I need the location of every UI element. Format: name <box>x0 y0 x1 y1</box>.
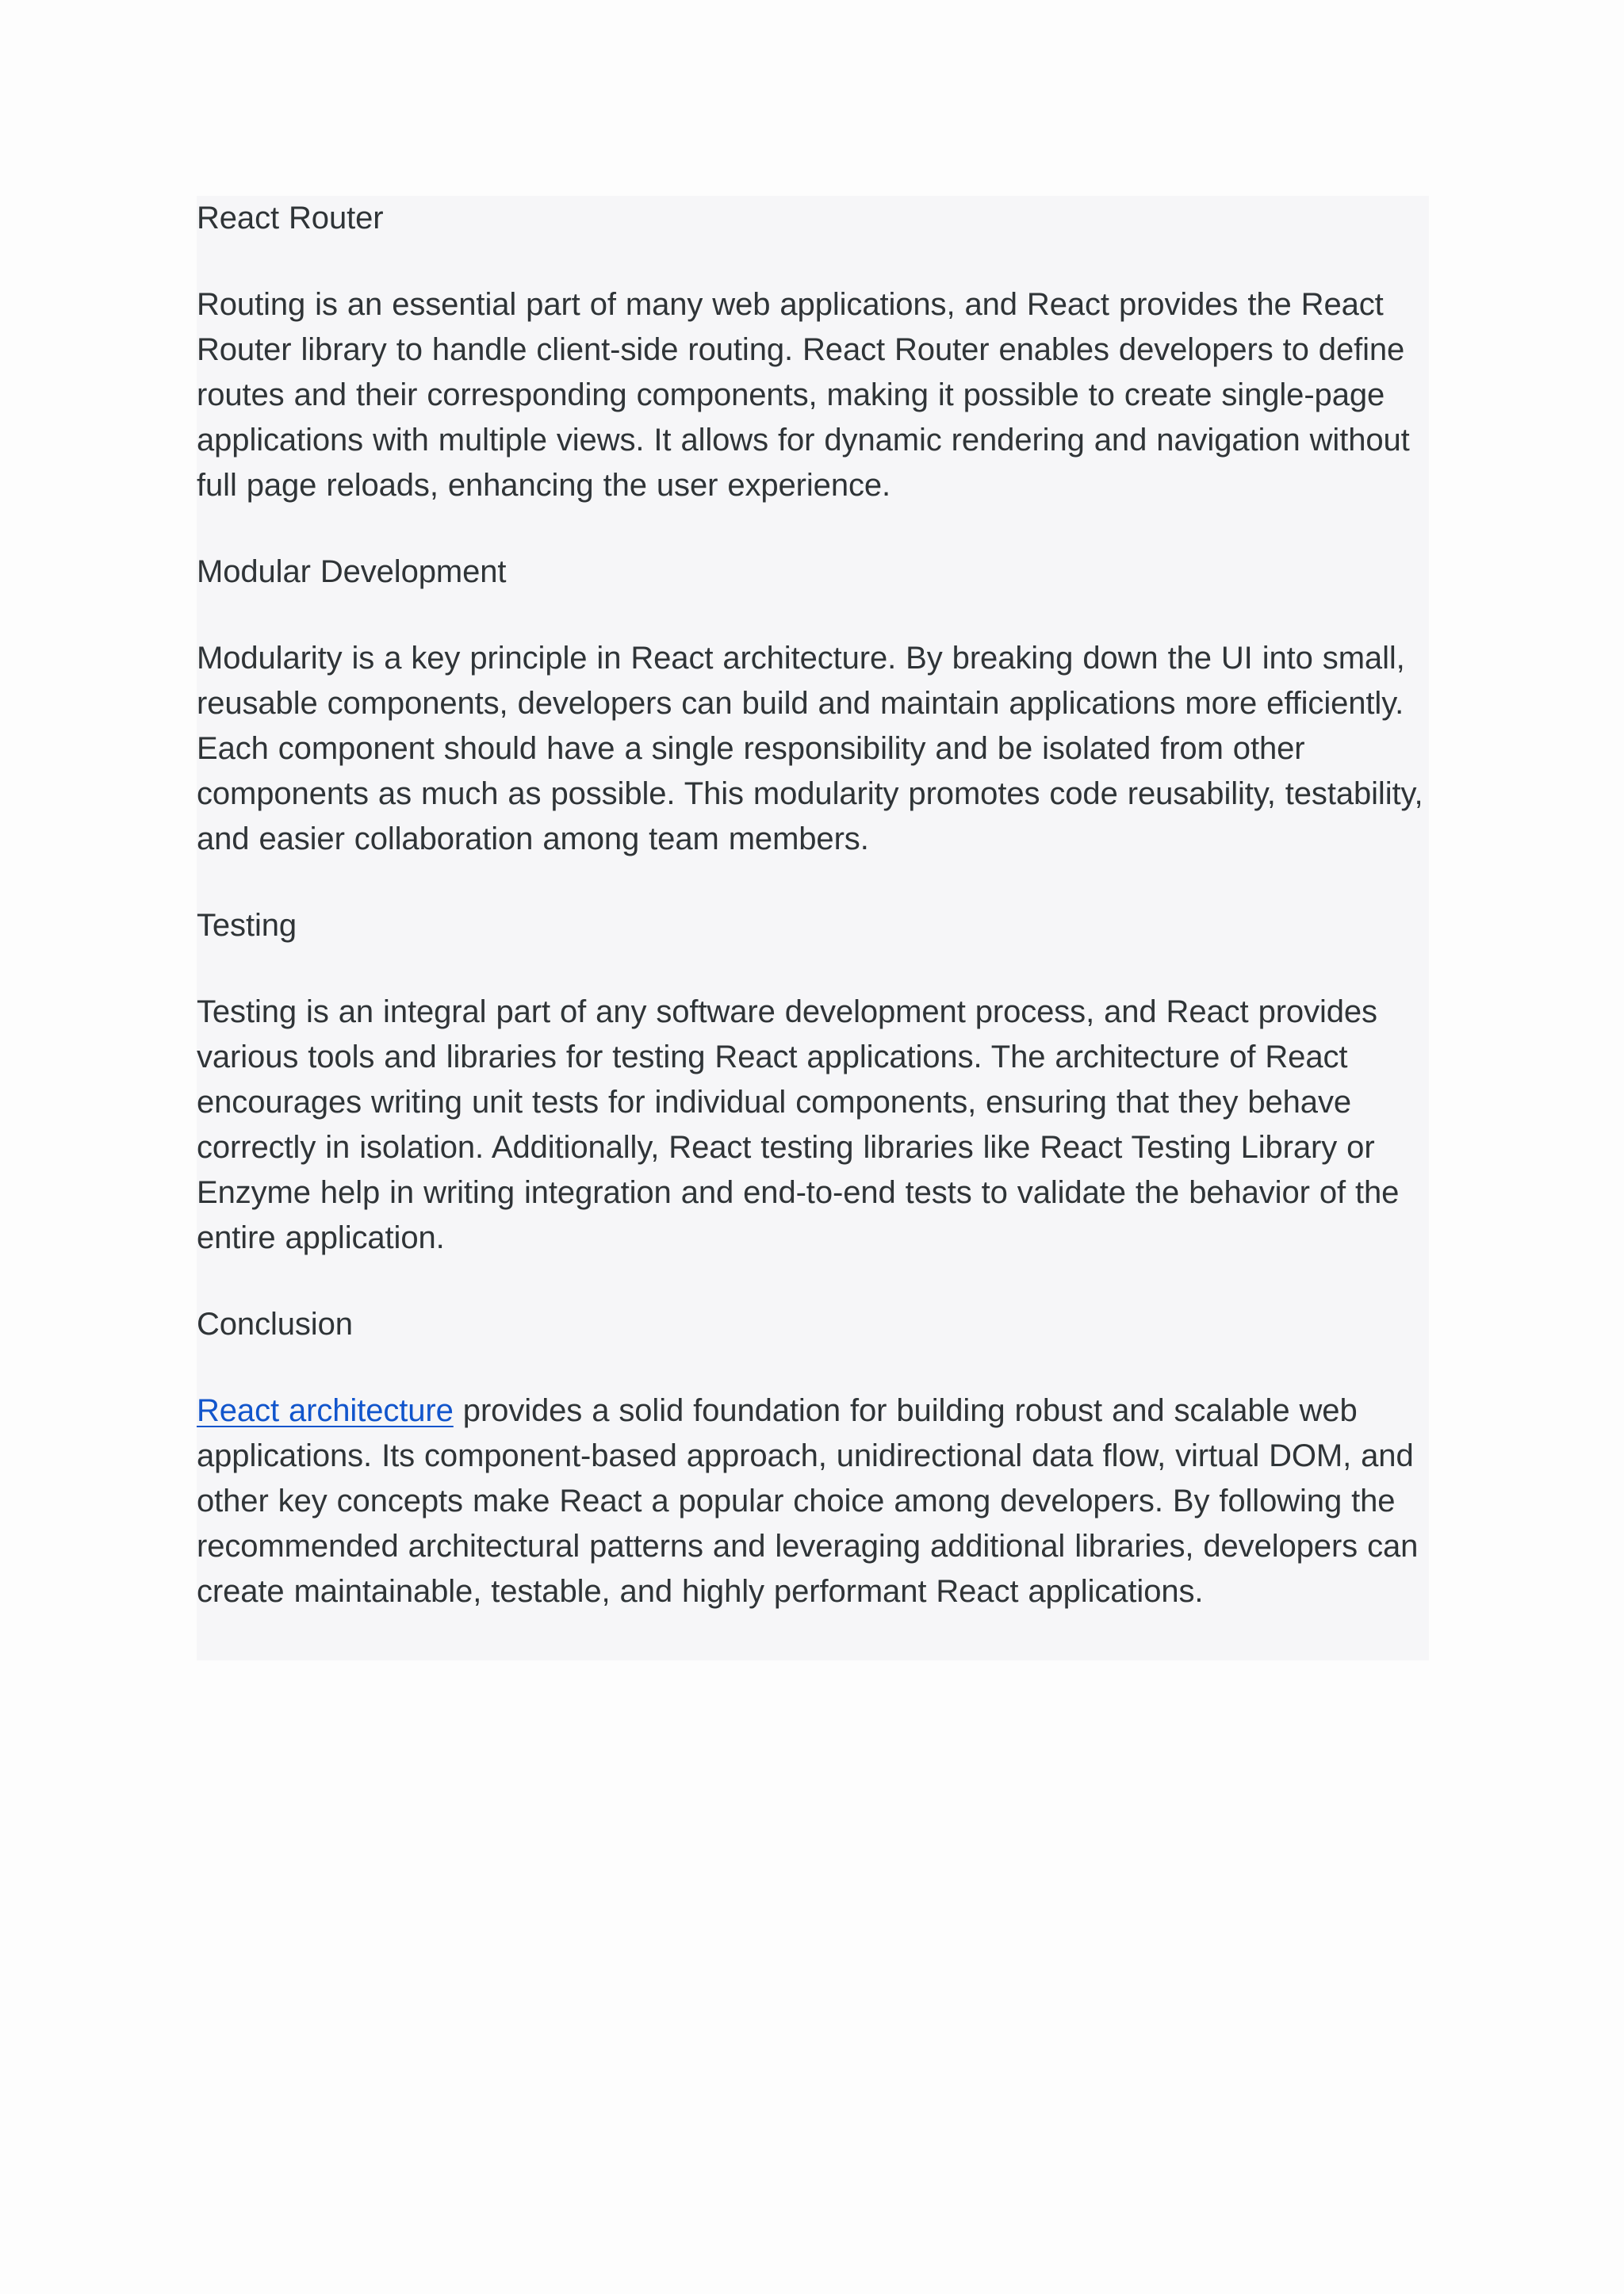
section-heading-testing: Testing <box>197 908 297 943</box>
section-body-react-router: Routing is an essential part of many web applications, and React provides the React Router library to handle client-side routing. React Router enables developers to define routes and their corresponding components, making it possible to create single-page applications with multiple views. It allows for dynamic rendering and navigation without full page reloads, enhancing the user experience. <box>197 287 1410 503</box>
section-heading-conclusion: Conclusion <box>197 1307 353 1342</box>
section-body-testing: Testing is an integral part of any software development process, and React provides various tools and libraries for testing React applications. The architecture of React encourages writing unit tests for individual components, ensuring that they behave correctly in isolation. Additionally, React testing libraries like React Testing Library or Enzyme help in writing integration and end-to-end tests to validate the behavior of the entire application. <box>197 994 1400 1255</box>
conclusion-body-text: provides a solid foundation for building robust and scalable web applications. Its component-based approach, unidirectional data flow, virtual DOM, and other key concepts make React a popular choice among developers. By following the recommended architectural patterns and leveraging additional libraries, developers can create maintainable, testable, and highly performant React applications. <box>197 1393 1419 1609</box>
react-architecture-link[interactable]: React architecture <box>197 1393 454 1428</box>
content-panel <box>197 196 1429 1660</box>
section-body-modular-development: Modularity is a key principle in React architecture. By breaking down the UI into small, reusable components, developers can build and maintain applications more efficiently. Each component should have a single responsibility and be isolated from other components as much as possible. This modularity promotes code reusability, testability, and easier collaboration among team members. <box>197 641 1423 856</box>
section-heading-modular-development: Modular Development <box>197 554 507 589</box>
section-heading-react-router: React Router <box>197 201 384 236</box>
section-body-conclusion <box>197 1388 1429 1614</box>
